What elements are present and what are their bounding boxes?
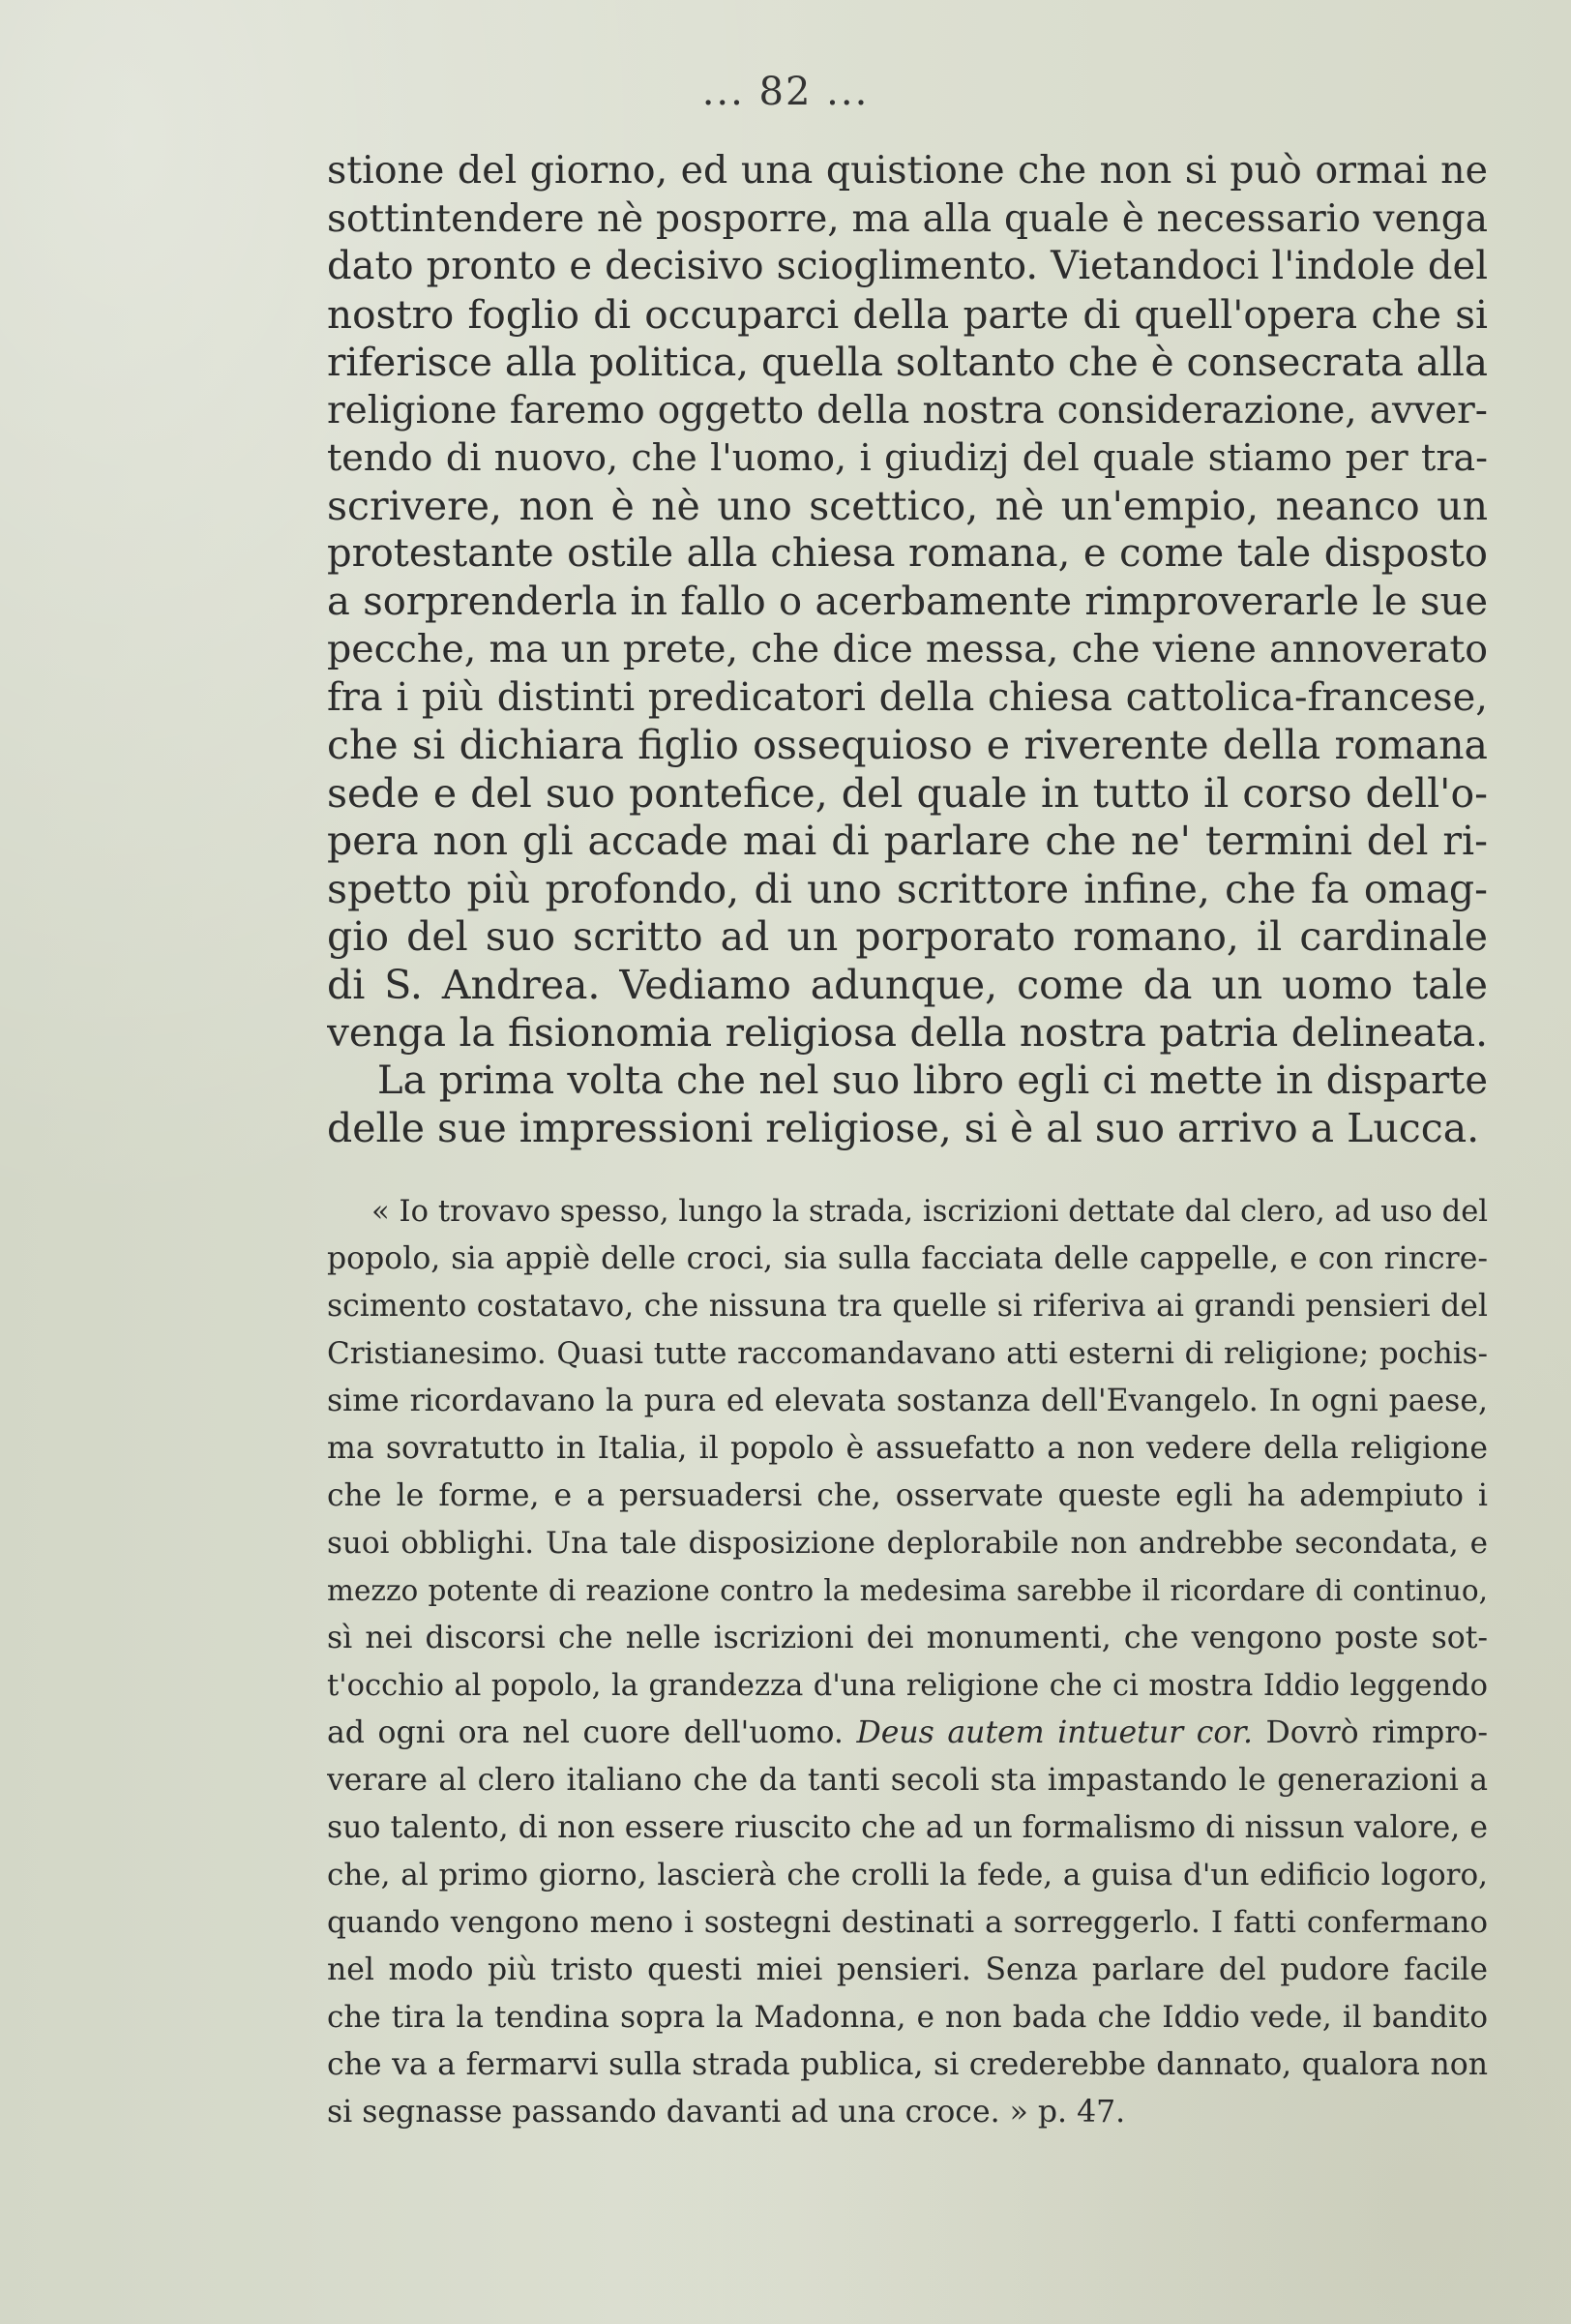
quote-line: ma sovratutto in Italia, il popolo è assuefatto a non vedere della religione	[327, 1431, 1488, 1466]
quotation-block	[327, 1188, 1488, 2136]
quote-line: che tira la tendina sopra la Madonna, e non bada che Iddio vede, il bandito	[327, 2000, 1488, 2035]
quote-line: popolo, sia appiè delle croci, sia sulla facciata delle cappelle, e con rincre-	[327, 1241, 1488, 1276]
main-text-block	[327, 147, 1488, 1153]
text-line: riferisce alla politica, quella soltanto che è consecrata alla	[327, 339, 1488, 385]
text-line: pera non gli accade mai di parlare che ne' termini del ri-	[327, 818, 1488, 864]
quote-line: quando vengono meno i sostegni destinati a sorreggerlo. I fatti confermano	[327, 1905, 1488, 1940]
text-line: fra i più distinti predicatori della chiesa cattolica-francese,	[327, 674, 1488, 720]
page-number: ... 82 ...	[701, 70, 870, 114]
text-line: di S. Andrea. Vediamo adunque, come da un uomo tale	[327, 961, 1488, 1008]
text-line: tendo di nuovo, che l'uomo, i giudizj del quale stiamo per tra-	[327, 436, 1488, 479]
quote-line: si segnasse passando davanti ad una croce. » p. 47.	[327, 2095, 1126, 2130]
quote-line: Cristianesimo. Quasi tutte raccomandavano atti esterni di religione; pochis-	[327, 1336, 1488, 1371]
quote-line: « Io trovavo spesso, lungo la strada, iscrizioni dettate dal clero, ad uso del	[371, 1195, 1488, 1229]
quote-line: sì nei discorsi che nelle iscrizioni dei monumenti, che vengono poste sot-	[327, 1621, 1488, 1655]
quote-text-after: Dovrò rimpro-	[1252, 1715, 1488, 1750]
text-line: spetto più profondo, di uno scrittore infine, che fa omag-	[327, 865, 1488, 912]
text-line: delle sue impressioni religiose, si è al suo arrivo a Lucca.	[327, 1105, 1480, 1151]
quote-line: sime ricordavano la pura ed elevata sostanza dell'Evangelo. In ogni paese,	[327, 1384, 1488, 1418]
quote-line: suo talento, di non essere riuscito che ad un formalismo di nissun valore, e	[327, 1810, 1488, 1845]
text-line: sottintendere nè posporre, ma alla quale è necessario venga	[327, 196, 1488, 241]
quote-line: mezzo potente di reazione contro la medesima sarebbe il ricordare di continuo,	[327, 1574, 1488, 1607]
quote-line: nel modo più tristo questi miei pensieri. Senza parlare del pudore facile	[327, 1952, 1488, 1987]
latin-phrase: Deus autem intuetur cor.	[856, 1715, 1253, 1750]
quote-line: t'occhio al popolo, la grandezza d'una religione che ci mostra Iddio leggendo	[327, 1669, 1488, 1703]
text-line: scrivere, non è nè uno scettico, nè un'empio, neanco un	[327, 482, 1488, 529]
quote-line-with-latin	[327, 1710, 1488, 1757]
text-line: a sorprenderla in fallo o acerbamente rimproverarle le sue	[327, 579, 1488, 624]
quote-line: che le forme, e a persuadersi che, osservate queste egli ha adempiuto i	[327, 1478, 1488, 1513]
text-line: sede e del suo pontefice, del quale in tutto il corso dell'o-	[327, 769, 1488, 817]
text-line: protestante ostile alla chiesa romana, e come tale disposto	[327, 531, 1488, 576]
text-line: religione faremo oggetto della nostra considerazione, avver-	[327, 388, 1488, 432]
quote-line: che va a fermarvi sulla strada publica, si crederebbe dannato, qualora non	[327, 2047, 1488, 2082]
quote-line: che, al primo giorno, lascierà che crolli la fede, a guisa d'un edificio logoro,	[327, 1858, 1488, 1892]
text-line: gio del suo scritto ad un porporato romano, il cardinale	[327, 913, 1488, 960]
text-line: dato pronto e decisivo scioglimento. Vietandoci l'indole del	[327, 244, 1488, 288]
quote-text-before: ad ogni ora nel cuore dell'uomo.	[327, 1715, 857, 1750]
text-line: La prima volta che nel suo libro egli ci mette in disparte	[377, 1058, 1488, 1103]
text-line: nostro foglio di occuparci della parte di quell'opera che si	[327, 290, 1488, 338]
text-line: venga la fisionomia religiosa della nostra patria delineata.	[327, 1009, 1488, 1056]
text-line: che si dichiara figlio ossequioso e riverente della romana	[327, 722, 1488, 768]
text-line: pecche, ma un prete, che dice messa, che viene annoverato	[327, 627, 1488, 671]
text-line: stione del giorno, ed una quistione che non si può ormai ne	[327, 148, 1488, 193]
quote-line: suoi obblighi. Una tale disposizione deplorabile non andrebbe secondata, e	[327, 1526, 1488, 1561]
quote-line: verare al clero italiano che da tanti secoli sta impastando le generazioni a	[327, 1763, 1488, 1798]
quote-line: scimento costatavo, che nissuna tra quelle si riferiva ai grandi pensieri del	[327, 1289, 1488, 1324]
